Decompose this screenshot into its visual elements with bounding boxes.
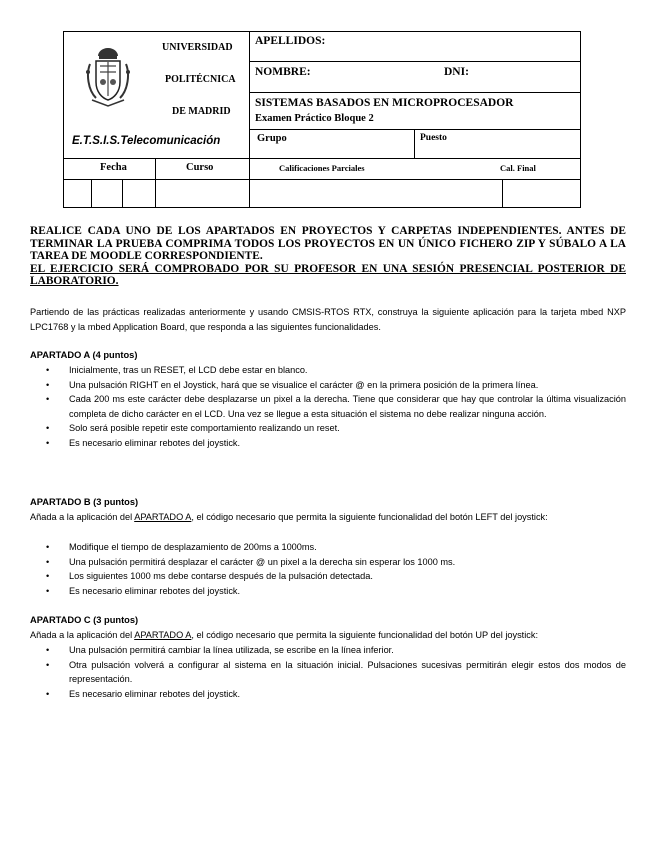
section-b-intro: Añada a la aplicación del APARTADO A, el código necesario que permita la siguiente funcionalidad del botón LEFT del joystick: bbox=[30, 512, 548, 522]
instructions-text: REALICE CADA UNO DE LOS APARTADOS EN PROYECTOS Y CARPETAS INDEPENDIENTES. ANTES DE TERMINAR LA PRUEBA COMPRIMA TODOS LOS PROYECTOS EN UN ÚNICO FICHERO ZIP Y SÚBALO A LA TAREA DE MOODLE CORRESPONDIENTE. bbox=[30, 225, 626, 263]
bullet-icon: • bbox=[46, 659, 50, 670]
apellidos-label: APELLIDOS: bbox=[255, 35, 326, 47]
bullet-icon: • bbox=[46, 585, 50, 596]
list-item: • Inicialmente, tras un RESET, el LCD debe estar en blanco. bbox=[46, 363, 626, 378]
section-b-title: APARTADO B (3 puntos) bbox=[30, 497, 139, 507]
course-title: SISTEMAS BASADOS EN MICROPROCESADOR bbox=[255, 97, 514, 109]
instructions bbox=[30, 225, 626, 288]
list-item: • Es necesario eliminar rebotes del joystick. bbox=[46, 584, 626, 599]
fecha-label: Fecha bbox=[100, 162, 127, 173]
nombre-label: NOMBRE: bbox=[255, 66, 311, 78]
dni-label: DNI: bbox=[444, 66, 469, 78]
list-item: • Los siguientes 1000 ms debe contarse después de la pulsación detectada. bbox=[46, 569, 626, 584]
section-c-list bbox=[46, 643, 626, 701]
section-a-title: APARTADO A (4 puntos) bbox=[30, 350, 138, 360]
bullet-icon: • bbox=[46, 571, 50, 581]
university-name-line3: DE MADRID bbox=[172, 106, 231, 117]
bullet-icon: • bbox=[46, 437, 50, 448]
list-item: • Solo será posible repetir este comportamiento realizando un reset. bbox=[46, 421, 626, 436]
list-item: • Una pulsación permitirá desplazar el carácter @ un pixel a la derecha sin esperar los 1000 ms. bbox=[46, 555, 626, 570]
bullet-icon: • bbox=[46, 379, 50, 390]
section-c-title: APARTADO C (3 puntos) bbox=[30, 615, 139, 625]
bullet-icon: • bbox=[46, 688, 50, 699]
bullet-icon: • bbox=[46, 645, 50, 655]
instructions-underlined: EL EJERCICIO SERÁ COMPROBADO POR SU PROFESOR EN UNA SESIÓN PRESENCIAL POSTERIOR DE LABORATORIO. bbox=[30, 262, 626, 288]
list-item: • Otra pulsación volverá a configurar al sistema en la situación inicial. Pulsaciones sucesivas permitirán elegir estos dos modos de representación. bbox=[46, 659, 626, 684]
exam-title: Examen Práctico Bloque 2 bbox=[255, 113, 374, 124]
curso-label: Curso bbox=[186, 162, 214, 173]
list-item: • Cada 200 ms este carácter debe desplazarse un pixel a la derecha. Tiene que considerar que hay que controlar la última visualización completa de dicho carácter en el LCD. Una vez se llegue a esta situación el sistema no debe realizar ninguna acción. bbox=[46, 394, 626, 419]
section-c-intro: Añada a la aplicación del APARTADO A, el código necesario que permita la siguiente funcionalidad del botón UP del joystick: bbox=[30, 630, 539, 640]
exam-header-table bbox=[63, 31, 581, 208]
cal-final-label: Cal. Final bbox=[500, 163, 536, 173]
description-paragraph: Partiendo de las prácticas realizadas anteriormente y usando CMSIS-RTOS RTX, construya la siguiente aplicación para la tarjeta mbed NXP LPC1768 y la mbed Application Board, que responda a las siguientes funcionalidades. bbox=[30, 307, 626, 332]
section-a-list bbox=[46, 363, 626, 450]
bullet-icon: • bbox=[46, 542, 50, 552]
university-name-line2: POLITÉCNICA bbox=[165, 74, 236, 85]
list-item: • Es necesario eliminar rebotes del joystick. bbox=[46, 436, 626, 451]
bullet-icon: • bbox=[46, 423, 50, 433]
list-item: • Una pulsación RIGHT en el Joystick, hará que se visualice el carácter @ en la primera posición de la primera línea. bbox=[46, 378, 626, 393]
school-name: E.T.S.I.S.Telecomunicación bbox=[72, 135, 221, 147]
list-item: • Modifique el tiempo de desplazamiento de 200ms a 1000ms. bbox=[46, 540, 626, 555]
section-b-list bbox=[46, 540, 626, 598]
bullet-icon: • bbox=[46, 365, 50, 375]
list-item: • Es necesario eliminar rebotes del joystick. bbox=[46, 687, 626, 702]
calificaciones-label: Calificaciones Parciales bbox=[279, 163, 365, 173]
list-item: • Una pulsación permitirá cambiar la línea utilizada, se escribe en la línea inferior. bbox=[46, 643, 626, 658]
grupo-label: Grupo bbox=[257, 133, 287, 144]
university-name-line1: UNIVERSIDAD bbox=[162, 42, 233, 53]
university-crest-icon bbox=[82, 44, 134, 108]
bullet-icon: • bbox=[46, 394, 50, 404]
bullet-icon: • bbox=[46, 556, 50, 567]
puesto-label: Puesto bbox=[420, 133, 447, 143]
